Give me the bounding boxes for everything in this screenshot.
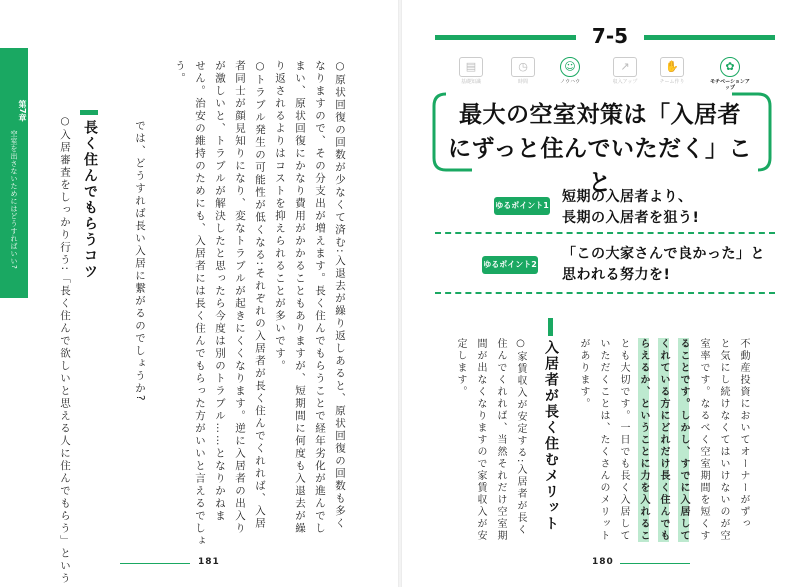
section-number: 7-5 <box>576 24 644 48</box>
step-time: ◷ 時間 <box>508 57 538 85</box>
right-column-10: ○家賃収入が安定する:入居者が長く <box>515 338 526 537</box>
chapter-label: 第7章 <box>18 100 27 122</box>
page-number-line-right <box>620 563 690 564</box>
chapter-title: 空室を出さないためにはどうすればいい? <box>10 130 18 270</box>
page-title <box>440 98 760 200</box>
right-column-6: らえるか、ということに力を入れるこ <box>638 338 649 542</box>
point-badge-1: ゆるポイント1 <box>494 197 550 215</box>
left-section-heading: 長く住んでもらうコツ <box>82 120 98 280</box>
right-column-5: くれている方にどれだけ長く住んでも <box>658 338 669 542</box>
left-column-5: ○トラブル発生の可能性が低くなる:それぞれの入居者が長く住んでくれれば、入居 <box>254 60 266 530</box>
right-column-9: があります。 <box>578 338 589 410</box>
page-number-right: 180 <box>592 557 614 567</box>
step-knowhow: ☺ ノウハウ <box>555 57 585 85</box>
title-line-1: 最大の空室対策は「入居者 <box>459 102 741 128</box>
right-column-2: と気にし続けなくてはいけないのが空 <box>718 338 729 542</box>
page-number-line-left <box>120 563 190 564</box>
right-column-3: 室率です。なるべく空室期間を短くす <box>698 338 709 542</box>
left-column-2: なりますので、その分支出が増えます。長く住んでもらうことで経年劣化が進んでし <box>314 60 326 535</box>
left-column-7: が激しいと、トラブルが解決したと思ったら今度は別のトラブル……となりかねま <box>214 60 226 523</box>
right-section-heading: 入居者が長く住むメリット <box>543 340 559 532</box>
right-column-4: ることです。しかし、すでに入居して <box>678 338 689 542</box>
left-column-9: う。 <box>174 60 186 85</box>
point-divider-1 <box>435 232 775 234</box>
point-text-1: 短期の入居者より、 長期の入居者を狙う! <box>562 189 700 226</box>
left-column-6: 者同士が顔見知りになり、変なトラブルが起きにくくなります。逆に入居者の出入り <box>234 60 246 535</box>
heading-marker <box>80 110 98 115</box>
handshake-icon: ✋ <box>660 57 684 77</box>
point-badge-2: ゆるポイント2 <box>482 256 538 274</box>
step-team: ✋ チーム作り <box>657 57 687 85</box>
right-column-8: いただくことは、たくさんのメリット <box>598 338 609 542</box>
left-column-1: ○原状回復の回数が少なくて済む:入退去が繰り返しあると、原状回復の回数も多く <box>334 60 346 530</box>
step-income: ↗ 収入アップ <box>610 57 640 85</box>
chart-icon: ↗ <box>613 57 637 77</box>
point-divider-2 <box>435 292 775 294</box>
right-column-7: とも大切です。一日でも長く入居して <box>618 338 629 542</box>
left-column-4: り返されるよりはコストを抑えられることが多いです。 <box>274 60 286 373</box>
left-column-3: まい、原状回復にかなり費用がかかることもありますが、短期間に何度も入退去が繰 <box>294 60 306 535</box>
clock-icon: ◷ <box>511 57 535 77</box>
step-basics: ▤ 基礎知識 <box>456 57 486 85</box>
plant-icon: ✿ <box>720 57 740 77</box>
step-motivation: ✿ モチベーションアップ <box>710 57 750 91</box>
right-column-13: 定します。 <box>455 338 466 398</box>
title-line-2: にずっと住んでいただく」こと <box>447 136 753 196</box>
right-column-12: 間が出なくなりますので家賃収入が安 <box>475 338 486 542</box>
left-column-14: ○入居審査をしっかり行う:「長く住んで欲しいと思える人に住んでもらう」という <box>59 115 71 585</box>
book-icon: ▤ <box>459 57 483 77</box>
brain-icon: ☺ <box>560 57 580 77</box>
page-number-left: 181 <box>198 557 220 567</box>
left-page <box>0 0 398 587</box>
left-column-8: せん。治安の維持のためにも、入居者には長く住んでもらった方がいいと言えるでしょ <box>194 60 206 548</box>
left-column-11: では、どうすれば長い入居に繋がるのでしょうか? <box>134 120 146 403</box>
right-column-11: 住んでくれれば、当然それだけ空室期 <box>495 338 506 542</box>
point-text-2: 「この大家さんで良かった」と 思われる努力を! <box>562 246 765 283</box>
right-heading-marker <box>548 318 553 336</box>
right-column-1: 不動産投資においてオーナーがずっ <box>738 338 749 530</box>
